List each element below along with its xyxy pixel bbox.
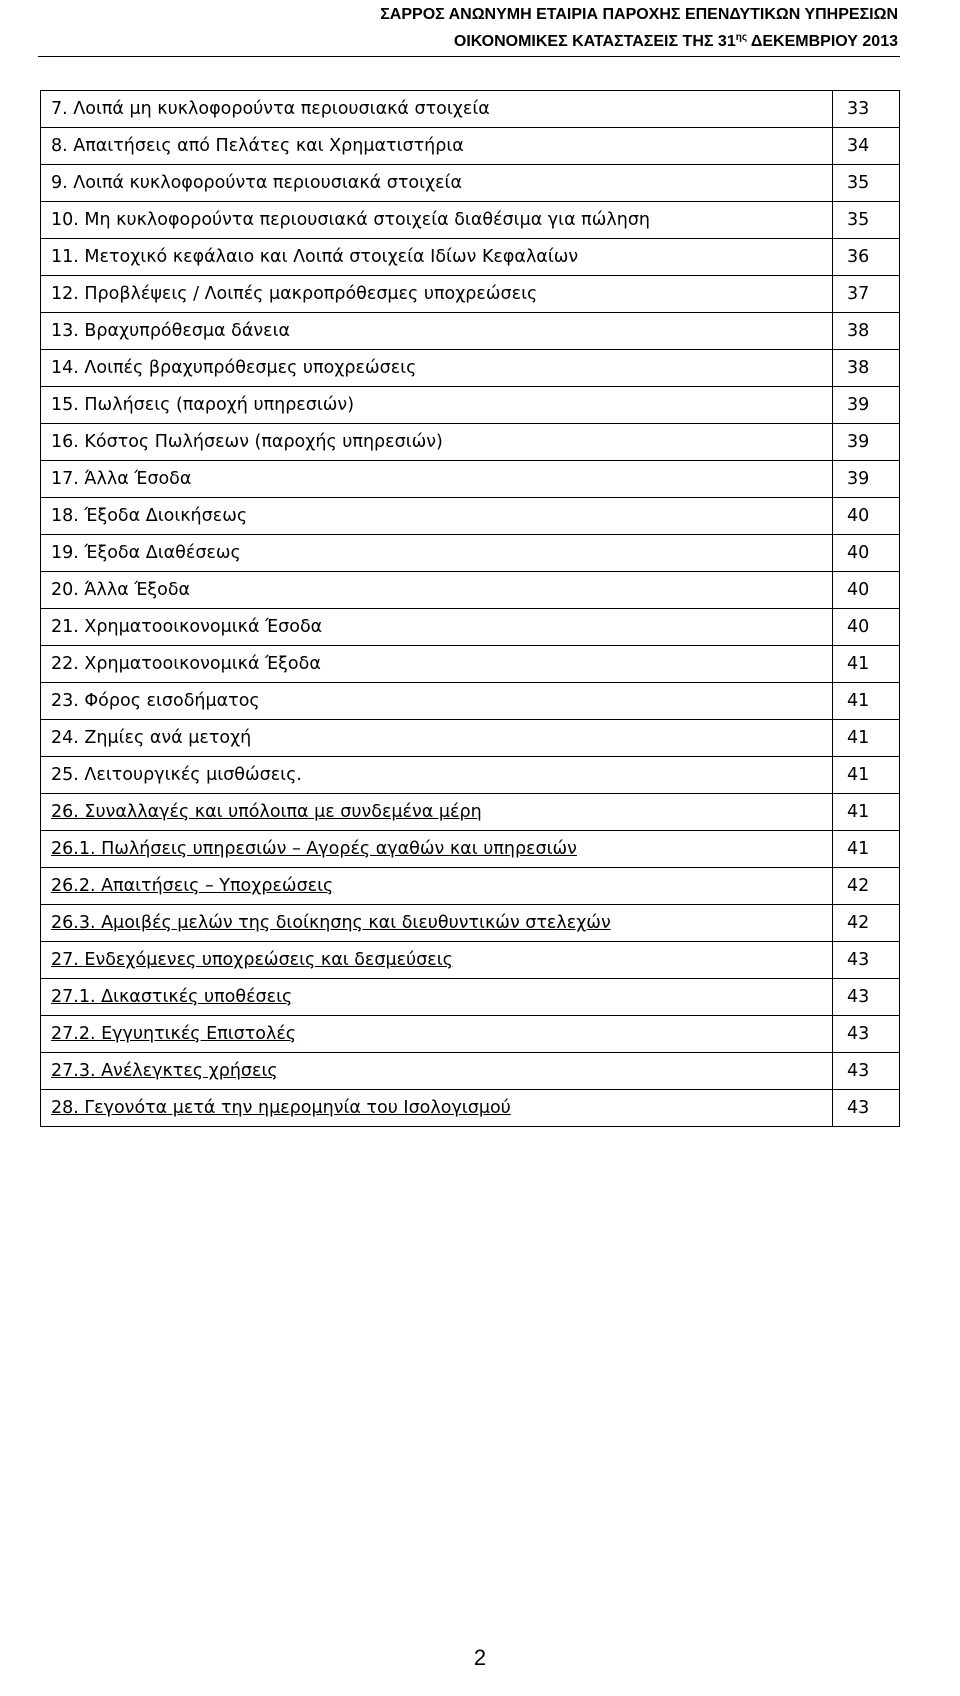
toc-entry-page: 43 (833, 1016, 900, 1053)
toc-entry-page: 42 (833, 868, 900, 905)
toc-entry-page: 41 (833, 794, 900, 831)
toc-entry-page: 43 (833, 1090, 900, 1127)
toc-row[interactable] (41, 387, 900, 424)
toc-entry-title[interactable]: 10. Μη κυκλοφορούντα περιουσιακά στοιχεία διαθέσιμα για πώληση (41, 202, 833, 239)
toc-entry-page: 40 (833, 572, 900, 609)
toc-entry-title[interactable]: 13. Βραχυπρόθεσμα δάνεια (41, 313, 833, 350)
statements-title-date: ΔΕΚΕΜΒΡΙΟΥ 2013 (747, 33, 898, 50)
toc-row[interactable] (41, 424, 900, 461)
toc-entry-title[interactable]: 27.3. Ανέλεγκτες χρήσεις (41, 1053, 833, 1090)
toc-entry-page: 41 (833, 757, 900, 794)
toc-row[interactable] (41, 1016, 900, 1053)
header-rule (38, 56, 900, 57)
toc-entry-page: 33 (833, 91, 900, 128)
toc-entry-title[interactable]: 26.1. Πωλήσεις υπηρεσιών – Αγορές αγαθών και υπηρεσιών (41, 831, 833, 868)
toc-row[interactable] (41, 831, 900, 868)
toc-row[interactable] (41, 1090, 900, 1127)
toc-entry-page: 35 (833, 202, 900, 239)
toc-row[interactable] (41, 720, 900, 757)
toc-entry-title[interactable]: 23. Φόρος εισοδήματος (41, 683, 833, 720)
toc-row[interactable] (41, 91, 900, 128)
toc-row[interactable] (41, 942, 900, 979)
toc-entry-page: 38 (833, 350, 900, 387)
toc-row[interactable] (41, 979, 900, 1016)
statements-title-ordinal: ης (735, 32, 748, 43)
toc-entry-title[interactable]: 28. Γεγονότα μετά την ημερομηνία του Ισολογισμού (41, 1090, 833, 1127)
toc-entry-page: 41 (833, 720, 900, 757)
toc-entry-page: 40 (833, 609, 900, 646)
company-name: ΣΑΡΡΟΣ ΑΝΩΝΥΜΗ ΕΤΑΙΡΙΑ ΠΑΡΟΧΗΣ ΕΠΕΝΔΥΤΙΚΩΝ ΥΠΗΡΕΣΙΩΝ (380, 6, 898, 23)
toc-row[interactable] (41, 683, 900, 720)
toc-entry-title[interactable]: 24. Ζημίες ανά μετοχή (41, 720, 833, 757)
toc-entry-title[interactable]: 22. Χρηματοοικονομικά Έξοδα (41, 646, 833, 683)
toc-entry-page: 35 (833, 165, 900, 202)
toc-entry-title[interactable]: 18. Έξοδα Διοικήσεως (41, 498, 833, 535)
toc-entry-page: 37 (833, 276, 900, 313)
toc-entry-title[interactable]: 19. Έξοδα Διαθέσεως (41, 535, 833, 572)
toc-entry-page: 43 (833, 979, 900, 1016)
toc-entry-page: 42 (833, 905, 900, 942)
toc-row[interactable] (41, 1053, 900, 1090)
table-of-contents (40, 90, 900, 1127)
toc-entry-page: 38 (833, 313, 900, 350)
statements-title (454, 32, 898, 51)
toc-entry-title[interactable]: 25. Λειτουργικές μισθώσεις. (41, 757, 833, 794)
toc-entry-page: 34 (833, 128, 900, 165)
toc-row[interactable] (41, 461, 900, 498)
toc-entry-page: 39 (833, 424, 900, 461)
toc-entry-page: 39 (833, 461, 900, 498)
toc-row[interactable] (41, 794, 900, 831)
toc-entry-title[interactable]: 21. Χρηματοοικονομικά Έσοδα (41, 609, 833, 646)
toc-row[interactable] (41, 868, 900, 905)
toc-row[interactable] (41, 202, 900, 239)
toc-row[interactable] (41, 313, 900, 350)
page-number: 2 (473, 1645, 487, 1670)
toc-entry-page: 41 (833, 831, 900, 868)
toc-entry-page: 40 (833, 535, 900, 572)
toc-row[interactable] (41, 572, 900, 609)
toc-row[interactable] (41, 350, 900, 387)
toc-entry-title[interactable]: 11. Μετοχικό κεφάλαιο και Λοιπά στοιχεία Ιδίων Κεφαλαίων (41, 239, 833, 276)
toc-entry-title[interactable]: 27.1. Δικαστικές υποθέσεις (41, 979, 833, 1016)
toc-entry-page: 40 (833, 498, 900, 535)
toc-entry-page: 43 (833, 1053, 900, 1090)
toc-row[interactable] (41, 239, 900, 276)
toc-entry-title[interactable]: 16. Κόστος Πωλήσεων (παροχής υπηρεσιών) (41, 424, 833, 461)
toc-row[interactable] (41, 905, 900, 942)
toc-entry-title[interactable]: 9. Λοιπά κυκλοφορούντα περιουσιακά στοιχεία (41, 165, 833, 202)
toc-entry-title[interactable]: 26.3. Αμοιβές μελών της διοίκησης και διευθυντικών στελεχών (41, 905, 833, 942)
toc-entry-title[interactable]: 14. Λοιπές βραχυπρόθεσμες υποχρεώσεις (41, 350, 833, 387)
toc-entry-title[interactable]: 27. Ενδεχόμενες υποχρεώσεις και δεσμεύσεις (41, 942, 833, 979)
toc-entry-page: 36 (833, 239, 900, 276)
toc-entry-title[interactable]: 26. Συναλλαγές και υπόλοιπα με συνδεμένα μέρη (41, 794, 833, 831)
statements-title-main: ΟΙΚΟΝΟΜΙΚΕΣ ΚΑΤΑΣΤΑΣΕΙΣ ΤΗΣ 31 (453, 33, 736, 50)
toc-entry-title[interactable]: 7. Λοιπά μη κυκλοφορούντα περιουσιακά στοιχεία (41, 91, 833, 128)
toc-row[interactable] (41, 498, 900, 535)
toc-row[interactable] (41, 165, 900, 202)
toc-entry-title[interactable]: 17. Άλλα Έσοδα (41, 461, 833, 498)
toc-entry-page: 39 (833, 387, 900, 424)
toc-entry-title[interactable]: 27.2. Εγγυητικές Επιστολές (41, 1016, 833, 1053)
toc-entry-title[interactable]: 20. Άλλα Έξοδα (41, 572, 833, 609)
toc-row[interactable] (41, 128, 900, 165)
toc-entry-title[interactable]: 8. Απαιτήσεις από Πελάτες και Χρηματιστήρια (41, 128, 833, 165)
toc-entry-page: 41 (833, 683, 900, 720)
toc-row[interactable] (41, 609, 900, 646)
toc-entry-title[interactable]: 26.2. Απαιτήσεις – Υποχρεώσεις (41, 868, 833, 905)
toc-entry-title[interactable]: 12. Προβλέψεις / Λοιπές μακροπρόθεσμες υποχρεώσεις (41, 276, 833, 313)
toc-entry-title[interactable]: 15. Πωλήσεις (παροχή υπηρεσιών) (41, 387, 833, 424)
toc-entry-page: 43 (833, 942, 900, 979)
toc-row[interactable] (41, 276, 900, 313)
toc-entry-page: 41 (833, 646, 900, 683)
toc-row[interactable] (41, 535, 900, 572)
toc-row[interactable] (41, 757, 900, 794)
toc-row[interactable] (41, 646, 900, 683)
